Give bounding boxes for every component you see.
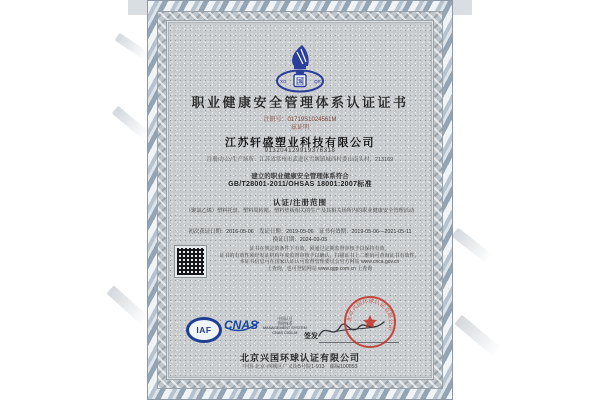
dates-line-1: 初次获证日期：2016-05-06 发证日期：2019-05-06 证书有效期：2019-05-06—2021-05-11 (188, 229, 412, 235)
cnas-text-line: 管理体系 (277, 321, 293, 326)
cnas-accreditation-text (263, 317, 307, 335)
conformity-line: 建立的职业健康安全管理体系符合 (251, 173, 349, 180)
seal-text: 北京兴国环球认证有限公司 (346, 298, 394, 331)
cnas-text-line: MANAGEMENT SYSTEM (263, 326, 307, 331)
background-streak (106, 285, 149, 325)
dates-line-2: 换证日期：2024-09-05 (272, 237, 328, 243)
cnas-logo (222, 314, 262, 341)
background-streak (112, 106, 151, 141)
disclaimer-line: 证书在规定的条件下有效，须通过定期监督审核予以保持有效。 (249, 246, 390, 252)
certificate-field (166, 20, 434, 380)
certified-company-name: 江苏轩盛塑业科技有限公司 (225, 137, 375, 149)
registration-block (166, 117, 434, 132)
issuer-company-name: 北京兴国环球认证有限公司 (239, 353, 360, 363)
red-company-seal (342, 294, 398, 355)
seal-icon (342, 294, 398, 350)
ornamental-border (157, 11, 443, 389)
background-streak (454, 315, 502, 358)
emblem-center-char: 国 (296, 77, 304, 86)
standard-line: GB/T28001-2011/OHSAS 18001:2007标准 (228, 181, 372, 188)
background-streak (115, 33, 150, 61)
torch-icon (270, 44, 330, 94)
scope-title: 认证/注册范围 (272, 198, 328, 207)
torch-emblem-logo (166, 44, 434, 99)
sign-label: 签发 (304, 333, 318, 340)
qr-code (175, 246, 206, 277)
iaf-label: IAF (196, 325, 212, 335)
cnas-icon (222, 314, 262, 336)
cnas-text-line: CNAS C031-M (272, 330, 298, 335)
disclaimer-line: 本证书信息可在国家认证认可监督管理委员会官方网站 www.cnca.gov.cn (239, 259, 400, 266)
background-streak (451, 228, 492, 264)
scope-text: （聚氯乙烯）塑料托盘、塑料周转箱、塑料垫板相关的生产及其相关场所内的职业健康安全管理活动 (185, 208, 415, 214)
cnas-label: CNAS (224, 318, 259, 332)
disclaimer-block (210, 246, 429, 272)
svg-text:北京兴国环球认证有限公司 (345, 297, 395, 332)
disclaimer-line: 上查询，也可登陆网站 www.qgp.com.cn 上查询 (266, 265, 373, 272)
certificate-plate (147, 0, 453, 400)
company-address: 注册/办公/生产场所：江苏省常州市武进区雪堰镇城西村委山南头村，213169 (206, 157, 394, 163)
cnas-text-line: 中国认可 (277, 317, 293, 321)
iaf-logo (186, 317, 222, 343)
emblem-letters-right: QR (314, 79, 321, 84)
certify-label: 兹证明 (290, 124, 309, 131)
registration-number: 注册号：01719S1024561M (263, 117, 337, 123)
emblem-letters-left: XG (280, 79, 287, 84)
issuer-address: 中国·北京·西城区广义街5号院1-913 邮编100053 (242, 364, 358, 370)
credit-code: 913204129919376318 (264, 148, 336, 154)
disclaimer-line: 证书的有效性须经发证机构年度监督审核予以确认，扫描证书上二维码可查询证书有效性， (219, 252, 420, 259)
certificate-title: 职业健康安全管理体系认证证书 (191, 95, 409, 110)
